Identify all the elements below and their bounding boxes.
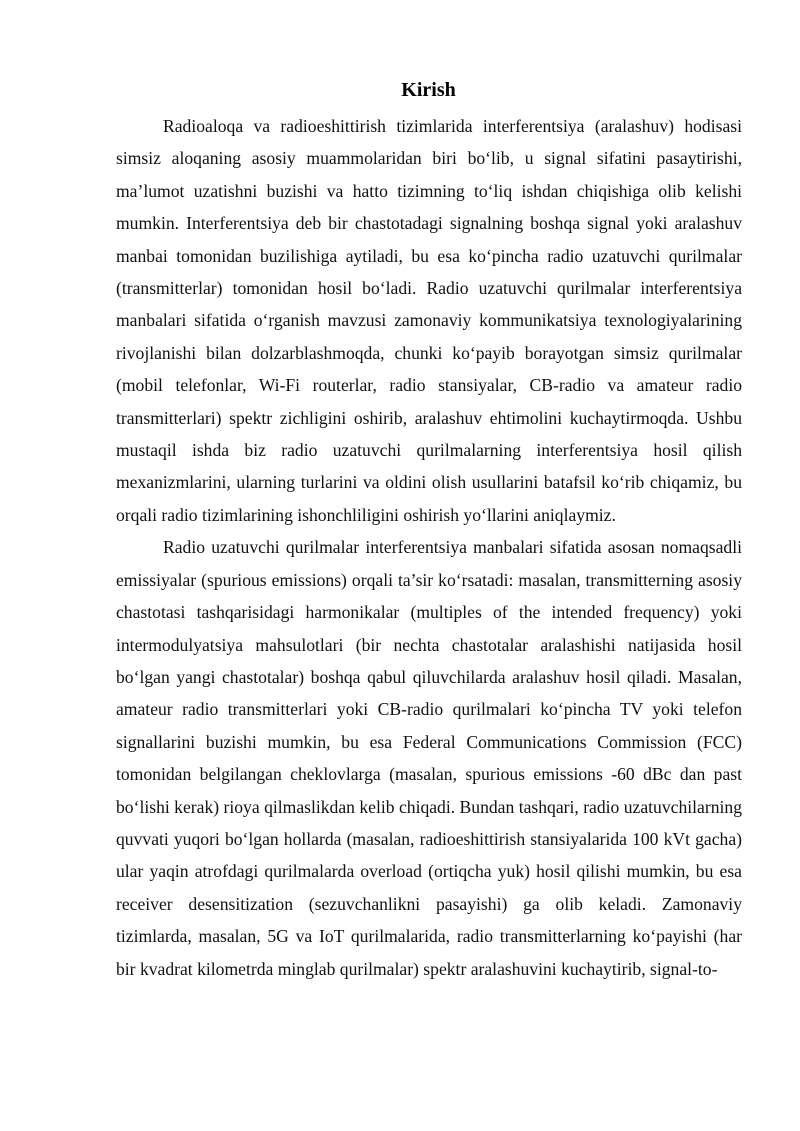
document-title: Kirish xyxy=(401,79,456,101)
paragraph-introduction: Radioaloqa va radioeshittirish tizimlarida interferentsiya (aralashuv) hodisasi simsiz aloqaning asosiy muammolaridan biri bo‘lib, u signal sifatini pasaytirishi, ma’lumot uzatishni buzishi va hatto tizimning to‘liq ishdan chiqishiga olib kelishi mumkin. Interferentsiya deb bir chastotadagi signalning boshqa signal yoki aralashuv manbai tomonidan buzilishiga aytiladi, bu esa ko‘pincha radio uzatuvchi qurilmalar (transmitterlar) tomonidan hosil bo‘ladi. Radio uzatuvchi qurilmalar interferentsiya manbalari sifatida o‘rganish mavzusi zamonaviy kommunikatsiya texnologiyalarining rivojlanishi bilan dolzarblashmoqda, chunki ko‘payib borayotgan simsiz qurilmalar (mobil telefonlar, Wi-Fi routerlar, radio stansiyalar, CB-radio va amateur radio transmitterlari) spektr zichligini oshirib, aralashuv ehtimolini kuchaytirmoqda. Ushbu mustaqil ishda biz radio uzatuvchi qurilmalarning interferentsiya hosil qilish mexanizmlarini, ularning turlarini va oldini olish usullarini batafsil ko‘rib chiqamiz, bu orqali radio tizimlarining ishonchliligini oshirish yo‘llarini aniqlaymiz. xyxy=(116,116,742,525)
document-body xyxy=(116,110,742,985)
paragraph-interference-sources: Radio uzatuvchi qurilmalar interferentsiya manbalari sifatida asosan nomaqsadli emissiyalar (spurious emissions) orqali ta’sir ko‘rsatadi: masalan, transmitterning asosiy chastotasi tashqarisidagi harmonikalar (multiples of the intended frequency) yoki intermodulyatsiya mahsulotlari (bir nechta chastotalar aralashishi natijasida hosil bo‘lgan yangi chastotalar) boshqa qabul qiluvchilarda aralashuv hosil qiladi. Masalan, amateur radio transmitterlari yoki CB-radio qurilmalari ko‘pincha TV yoki telefon signallarini buzishi mumkin, bu esa Federal Communications Commission (FCC) tomonidan belgilangan cheklovlarga (masalan, spurious emissions -60 dBc dan past bo‘lishi kerak) rioya qilmaslikdan kelib chiqadi. Bundan tashqari, radio uzatuvchilarning quvvati yuqori bo‘lgan hollarda (masalan, radioeshittirish stansiyalarida 100 kVt gacha) ular yaqin atrofdagi qurilmalarda overload (ortiqcha yuk) hosil qilishi mumkin, bu esa receiver desensitization (sezuvchanlikni pasayishi) ga olib keladi. Zamonaviy tizimlarda, masalan, 5G va IoT qurilmalarida, radio transmitterlarning ko‘payishi (har bir kvadrat kilometrda minglab qurilmalar) spektr aralashuvini kuchaytirib, signal-to- xyxy=(116,537,742,979)
